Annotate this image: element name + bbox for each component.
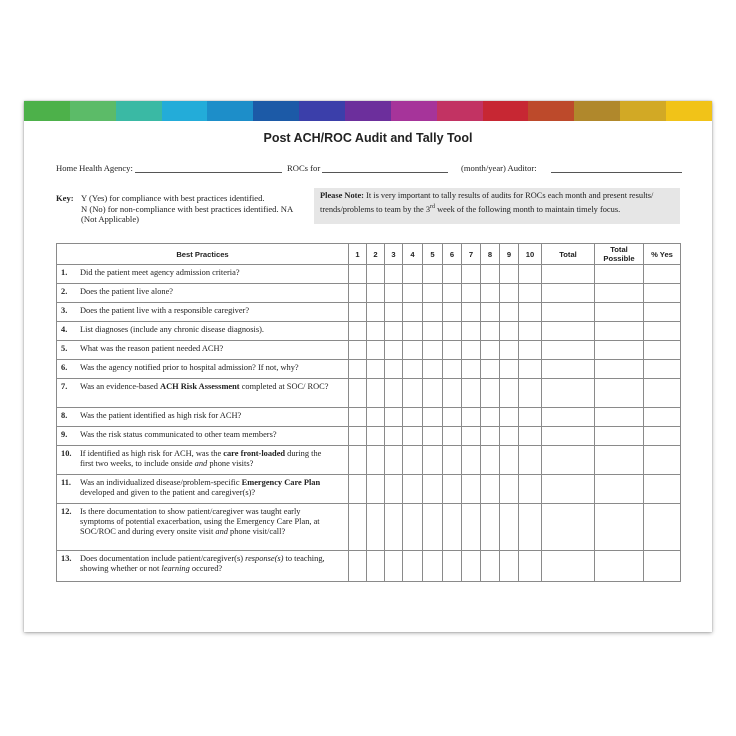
tally-cell[interactable] xyxy=(462,284,481,303)
tally-cell[interactable] xyxy=(403,360,423,379)
total-header: Total xyxy=(542,244,595,265)
question-number: 9. xyxy=(61,430,68,439)
question-text-part: Was an evidence-based xyxy=(80,382,161,391)
tally-cell[interactable] xyxy=(423,504,443,551)
table-body xyxy=(57,265,681,582)
tally-cell[interactable] xyxy=(349,322,367,341)
color-band xyxy=(24,101,70,121)
question-text-part: phone visits? xyxy=(207,459,254,468)
tally-cell[interactable] xyxy=(349,265,367,284)
audit-column-header: 7 xyxy=(462,244,481,265)
tally-cell[interactable] xyxy=(462,265,481,284)
audit-column-header: 4 xyxy=(403,244,423,265)
audit-column-header: 5 xyxy=(423,244,443,265)
tally-cell[interactable] xyxy=(443,360,462,379)
question-text xyxy=(80,363,336,373)
pct-yes-cell[interactable] xyxy=(644,303,681,322)
total-cell[interactable] xyxy=(542,446,595,475)
tally-cell[interactable] xyxy=(462,427,481,446)
tally-cell[interactable] xyxy=(423,446,443,475)
tally-cell[interactable] xyxy=(500,303,519,322)
auditor-field[interactable] xyxy=(551,172,682,173)
question-text xyxy=(80,344,336,354)
total-possible-header: Total Possible xyxy=(595,244,644,265)
total-cell[interactable] xyxy=(542,322,595,341)
key-no-text: N (No) for non-compliance with best practices identified. NA xyxy=(81,203,294,214)
table-row xyxy=(57,284,681,303)
tally-cell[interactable] xyxy=(403,265,423,284)
question-text-part: If identified as high risk for ACH, was the xyxy=(80,449,224,458)
pct-yes-cell[interactable] xyxy=(644,504,681,551)
question-text-part: What was the reason patient needed ACH? xyxy=(80,344,224,353)
color-band xyxy=(345,101,391,121)
question-number: 7. xyxy=(61,382,68,391)
table-row xyxy=(57,475,681,504)
audit-column-header: 6 xyxy=(443,244,462,265)
tally-cell[interactable] xyxy=(385,284,403,303)
color-band xyxy=(391,101,437,121)
tally-cell[interactable] xyxy=(519,379,542,408)
question-text-part: learning xyxy=(161,564,190,573)
audit-column-header: 10 xyxy=(519,244,542,265)
question-text-part: and xyxy=(194,459,208,468)
question-text-part: List diagnoses (include any chronic disease diagnosis). xyxy=(80,325,264,334)
tally-cell[interactable] xyxy=(403,341,423,360)
color-band xyxy=(253,101,299,121)
tally-cell[interactable] xyxy=(349,408,367,427)
question-text-part: Was the patient identified as high risk for ACH? xyxy=(80,411,242,420)
practice-question-cell xyxy=(57,341,349,360)
tally-cell[interactable] xyxy=(367,341,385,360)
practice-question-cell xyxy=(57,475,349,504)
tally-cell[interactable] xyxy=(519,551,542,582)
tally-cell[interactable] xyxy=(423,379,443,408)
tally-cell[interactable] xyxy=(500,427,519,446)
tally-cell[interactable] xyxy=(519,504,542,551)
question-text xyxy=(80,306,336,316)
total-cell[interactable] xyxy=(542,475,595,504)
tally-cell[interactable] xyxy=(385,322,403,341)
tally-cell[interactable] xyxy=(500,408,519,427)
color-band xyxy=(162,101,208,121)
practice-question-cell xyxy=(57,504,349,551)
tally-cell[interactable] xyxy=(349,284,367,303)
question-text-part: Does documentation include patient/caregiver(s) xyxy=(80,554,246,563)
question-text-part: response(s) xyxy=(245,554,284,563)
tally-cell[interactable] xyxy=(403,427,423,446)
total-cell[interactable] xyxy=(542,303,595,322)
tally-cell[interactable] xyxy=(500,360,519,379)
tally-cell[interactable] xyxy=(403,475,423,504)
total-possible-cell[interactable] xyxy=(595,322,644,341)
question-text-part: Does the patient live with a responsible caregiver? xyxy=(80,306,250,315)
agency-label: Home Health Agency: xyxy=(56,163,133,173)
color-header-bar xyxy=(24,101,712,121)
audit-column-header: 1 xyxy=(349,244,367,265)
tally-cell[interactable] xyxy=(423,551,443,582)
tally-cell[interactable] xyxy=(519,341,542,360)
tally-cell[interactable] xyxy=(403,322,423,341)
table-row xyxy=(57,408,681,427)
pct-yes-cell[interactable] xyxy=(644,475,681,504)
color-band xyxy=(666,101,712,121)
total-possible-cell[interactable] xyxy=(595,284,644,303)
total-possible-cell[interactable] xyxy=(595,341,644,360)
question-text xyxy=(80,430,336,440)
tally-cell[interactable] xyxy=(519,446,542,475)
tally-cell[interactable] xyxy=(443,408,462,427)
tally-cell[interactable] xyxy=(443,284,462,303)
question-number: 3. xyxy=(61,306,68,315)
tally-cell[interactable] xyxy=(462,408,481,427)
question-number: 8. xyxy=(61,411,68,420)
tally-cell[interactable] xyxy=(367,303,385,322)
pct-yes-cell[interactable] xyxy=(644,341,681,360)
practice-question-cell xyxy=(57,408,349,427)
tally-cell[interactable] xyxy=(423,408,443,427)
practice-question-cell xyxy=(57,360,349,379)
table-row xyxy=(57,446,681,475)
question-text-part: during the first two weeks, to include onside xyxy=(80,449,322,468)
color-band xyxy=(116,101,162,121)
tally-cell[interactable] xyxy=(423,341,443,360)
tally-cell[interactable] xyxy=(385,379,403,408)
tally-cell[interactable] xyxy=(443,341,462,360)
question-number: 2. xyxy=(61,287,68,296)
practice-question-cell xyxy=(57,551,349,582)
question-text-part: Was the risk status communicated to other team members? xyxy=(80,430,277,439)
table-header-row xyxy=(57,244,681,265)
question-number: 6. xyxy=(61,363,68,372)
tally-cell[interactable] xyxy=(367,475,385,504)
tally-cell[interactable] xyxy=(367,551,385,582)
color-band xyxy=(437,101,483,121)
total-possible-cell[interactable] xyxy=(595,379,644,408)
tally-cell[interactable] xyxy=(385,504,403,551)
question-text-part: ACH Risk Assessment xyxy=(160,382,240,391)
question-text xyxy=(80,382,336,392)
tally-cell[interactable] xyxy=(519,265,542,284)
tally-cell[interactable] xyxy=(519,360,542,379)
tally-cell[interactable] xyxy=(349,504,367,551)
tally-cell[interactable] xyxy=(462,504,481,551)
tally-cell[interactable] xyxy=(481,475,500,504)
tally-cell[interactable] xyxy=(385,360,403,379)
table-row xyxy=(57,322,681,341)
practice-question-cell xyxy=(57,322,349,341)
tally-cell[interactable] xyxy=(443,303,462,322)
question-text xyxy=(80,287,336,297)
tally-cell[interactable] xyxy=(462,360,481,379)
tally-cell[interactable] xyxy=(403,504,423,551)
tally-cell[interactable] xyxy=(519,427,542,446)
tally-cell[interactable] xyxy=(367,379,385,408)
tally-cell[interactable] xyxy=(423,284,443,303)
color-band xyxy=(528,101,574,121)
form-sheet xyxy=(24,101,712,632)
tally-cell[interactable] xyxy=(367,427,385,446)
audit-column-header: 3 xyxy=(385,244,403,265)
total-possible-cell[interactable] xyxy=(595,427,644,446)
tally-cell[interactable] xyxy=(481,341,500,360)
question-number: 12. xyxy=(61,507,72,516)
tally-cell[interactable] xyxy=(349,303,367,322)
question-number: 10. xyxy=(61,449,72,458)
tally-cell[interactable] xyxy=(443,265,462,284)
tally-cell[interactable] xyxy=(367,284,385,303)
tally-cell[interactable] xyxy=(367,446,385,475)
question-text xyxy=(80,411,336,421)
question-text-part: Is there documentation to show patient/caregiver was taught early symptoms of potential exacerbation, using the Emergency Care Plan, at SOC/ROC and during every onsite visit xyxy=(80,507,320,536)
tally-cell[interactable] xyxy=(367,504,385,551)
practice-question-cell xyxy=(57,446,349,475)
tally-cell[interactable] xyxy=(481,303,500,322)
table-row xyxy=(57,551,681,582)
color-band xyxy=(620,101,666,121)
tally-cell[interactable] xyxy=(481,551,500,582)
pct-yes-cell[interactable] xyxy=(644,427,681,446)
question-text xyxy=(80,449,336,469)
tally-cell[interactable] xyxy=(367,265,385,284)
question-text-part: Was an individualized disease/problem-specific xyxy=(80,478,242,487)
tally-cell[interactable] xyxy=(500,322,519,341)
tally-cell[interactable] xyxy=(462,379,481,408)
question-text-part: to teaching, showing whether or not xyxy=(80,554,325,573)
total-possible-cell[interactable] xyxy=(595,551,644,582)
question-text-part: Emergency Care Plan xyxy=(241,478,321,487)
tally-cell[interactable] xyxy=(462,303,481,322)
tally-cell[interactable] xyxy=(519,408,542,427)
color-band xyxy=(207,101,253,121)
audit-table xyxy=(56,243,681,582)
tally-cell[interactable] xyxy=(443,427,462,446)
total-cell[interactable] xyxy=(542,379,595,408)
tally-cell[interactable] xyxy=(481,408,500,427)
color-band xyxy=(70,101,116,121)
rocs-for-label: ROCs for xyxy=(287,163,321,173)
table-row xyxy=(57,360,681,379)
color-band xyxy=(574,101,620,121)
tally-cell[interactable] xyxy=(349,475,367,504)
pct-yes-cell[interactable] xyxy=(644,322,681,341)
question-number: 11. xyxy=(61,478,72,487)
best-practices-header: Best Practices xyxy=(57,244,349,265)
month-auditor-label: (month/year) Auditor: xyxy=(461,163,537,173)
practice-question-cell xyxy=(57,379,349,408)
total-possible-cell[interactable] xyxy=(595,265,644,284)
agency-field[interactable] xyxy=(135,172,282,173)
table-row xyxy=(57,504,681,551)
tally-cell[interactable] xyxy=(423,475,443,504)
pct-yes-cell[interactable] xyxy=(644,379,681,408)
tally-cell[interactable] xyxy=(462,322,481,341)
pct-yes-cell[interactable] xyxy=(644,551,681,582)
question-text-part: Was the agency notified prior to hospital admission? If not, why? xyxy=(80,363,299,372)
total-possible-cell[interactable] xyxy=(595,360,644,379)
audit-column-header: 9 xyxy=(500,244,519,265)
total-cell[interactable] xyxy=(542,284,595,303)
tally-cell[interactable] xyxy=(481,446,500,475)
note-text-end: week of the following month to maintain timely focus. xyxy=(435,204,621,214)
question-number: 4. xyxy=(61,325,68,334)
key-label: Key: xyxy=(56,193,74,203)
tally-cell[interactable] xyxy=(385,475,403,504)
tally-cell[interactable] xyxy=(367,322,385,341)
tally-cell[interactable] xyxy=(481,360,500,379)
tally-cell[interactable] xyxy=(349,379,367,408)
total-possible-cell[interactable] xyxy=(595,504,644,551)
question-number: 13. xyxy=(61,554,72,563)
audit-column-header: 2 xyxy=(367,244,385,265)
tally-cell[interactable] xyxy=(403,284,423,303)
tally-cell[interactable] xyxy=(500,341,519,360)
rocs-for-field[interactable] xyxy=(322,172,448,173)
total-cell[interactable] xyxy=(542,360,595,379)
tally-cell[interactable] xyxy=(500,446,519,475)
tally-cell[interactable] xyxy=(403,551,423,582)
table-row xyxy=(57,427,681,446)
tally-cell[interactable] xyxy=(500,379,519,408)
tally-cell[interactable] xyxy=(443,446,462,475)
tally-cell[interactable] xyxy=(423,360,443,379)
tally-cell[interactable] xyxy=(500,504,519,551)
tally-cell[interactable] xyxy=(519,475,542,504)
tally-cell[interactable] xyxy=(403,446,423,475)
tally-cell[interactable] xyxy=(500,265,519,284)
total-possible-cell[interactable] xyxy=(595,475,644,504)
color-band xyxy=(299,101,345,121)
tally-cell[interactable] xyxy=(349,360,367,379)
total-possible-cell[interactable] xyxy=(595,446,644,475)
tally-cell[interactable] xyxy=(500,551,519,582)
pct-yes-cell[interactable] xyxy=(644,446,681,475)
tally-cell[interactable] xyxy=(423,427,443,446)
tally-cell[interactable] xyxy=(462,475,481,504)
tally-cell[interactable] xyxy=(403,408,423,427)
table-row xyxy=(57,303,681,322)
note-superscript: rd xyxy=(430,203,436,210)
total-cell[interactable] xyxy=(542,265,595,284)
note-text: It is very important to tally results of audits for ROCs each month and present results/ trends/problems to team by the 3 xyxy=(320,191,654,214)
tally-cell[interactable] xyxy=(385,551,403,582)
question-text xyxy=(80,325,336,335)
pct-yes-cell[interactable] xyxy=(644,360,681,379)
total-possible-cell[interactable] xyxy=(595,303,644,322)
tally-cell[interactable] xyxy=(349,446,367,475)
tally-cell[interactable] xyxy=(385,446,403,475)
key-na-text: (Not Applicable) xyxy=(81,214,139,225)
total-cell[interactable] xyxy=(542,504,595,551)
tally-cell[interactable] xyxy=(481,504,500,551)
tally-cell[interactable] xyxy=(403,303,423,322)
practice-question-cell xyxy=(57,303,349,322)
note-label: Please Note: xyxy=(320,191,364,200)
practice-question-cell xyxy=(57,284,349,303)
practice-question-cell xyxy=(57,427,349,446)
please-note-box xyxy=(314,188,680,224)
tally-cell[interactable] xyxy=(443,379,462,408)
question-text xyxy=(80,507,336,537)
color-band xyxy=(483,101,529,121)
tally-cell[interactable] xyxy=(349,341,367,360)
question-text-part: Does the patient live alone? xyxy=(80,287,174,296)
form-title: Post ACH/ROC Audit and Tally Tool xyxy=(263,131,473,145)
tally-cell[interactable] xyxy=(481,427,500,446)
tally-cell[interactable] xyxy=(367,360,385,379)
tally-cell[interactable] xyxy=(385,427,403,446)
table-row xyxy=(57,265,681,284)
table-row xyxy=(57,341,681,360)
pct-yes-cell[interactable] xyxy=(644,408,681,427)
tally-cell[interactable] xyxy=(423,303,443,322)
tally-cell[interactable] xyxy=(462,551,481,582)
audit-column-header: 8 xyxy=(481,244,500,265)
question-text-part: and xyxy=(215,527,228,536)
tally-cell[interactable] xyxy=(349,551,367,582)
question-text-part: care front-loaded xyxy=(223,449,286,458)
tally-cell[interactable] xyxy=(385,408,403,427)
total-cell[interactable] xyxy=(542,551,595,582)
pct-yes-cell[interactable] xyxy=(644,284,681,303)
tally-cell[interactable] xyxy=(385,341,403,360)
question-text-part: developed and given to the patient and caregiver(s)? xyxy=(80,488,256,497)
tally-cell[interactable] xyxy=(462,446,481,475)
total-cell[interactable] xyxy=(542,341,595,360)
tally-cell[interactable] xyxy=(443,504,462,551)
question-text-part: Did the patient meet agency admission criteria? xyxy=(80,268,240,277)
tally-cell[interactable] xyxy=(443,322,462,341)
question-text-part: occured? xyxy=(189,564,223,573)
key-yes-text: Y (Yes) for compliance with best practices identified. xyxy=(81,193,265,203)
tally-cell[interactable] xyxy=(423,265,443,284)
tally-cell[interactable] xyxy=(481,265,500,284)
tally-cell[interactable] xyxy=(500,475,519,504)
question-text xyxy=(80,268,336,278)
total-cell[interactable] xyxy=(542,427,595,446)
pct-yes-header: % Yes xyxy=(644,244,681,265)
tally-cell[interactable] xyxy=(519,322,542,341)
tally-cell[interactable] xyxy=(385,303,403,322)
tally-cell[interactable] xyxy=(349,427,367,446)
tally-cell[interactable] xyxy=(481,322,500,341)
question-text-part: phone visit/call? xyxy=(227,527,286,536)
tally-cell[interactable] xyxy=(500,284,519,303)
tally-cell[interactable] xyxy=(403,379,423,408)
tally-cell[interactable] xyxy=(519,303,542,322)
question-number: 5. xyxy=(61,344,68,353)
pct-yes-cell[interactable] xyxy=(644,265,681,284)
question-text xyxy=(80,478,336,498)
tally-cell[interactable] xyxy=(423,322,443,341)
tally-cell[interactable] xyxy=(481,284,500,303)
tally-cell[interactable] xyxy=(385,265,403,284)
question-text xyxy=(80,554,336,574)
total-cell[interactable] xyxy=(542,408,595,427)
practice-question-cell xyxy=(57,265,349,284)
question-number: 1. xyxy=(61,268,68,277)
tally-cell[interactable] xyxy=(462,341,481,360)
question-text-part: completed at SOC/ ROC? xyxy=(239,382,329,391)
tally-cell[interactable] xyxy=(443,475,462,504)
tally-cell[interactable] xyxy=(481,379,500,408)
tally-cell[interactable] xyxy=(443,551,462,582)
tally-cell[interactable] xyxy=(519,284,542,303)
tally-cell[interactable] xyxy=(367,408,385,427)
total-possible-cell[interactable] xyxy=(595,408,644,427)
table-row xyxy=(57,379,681,408)
